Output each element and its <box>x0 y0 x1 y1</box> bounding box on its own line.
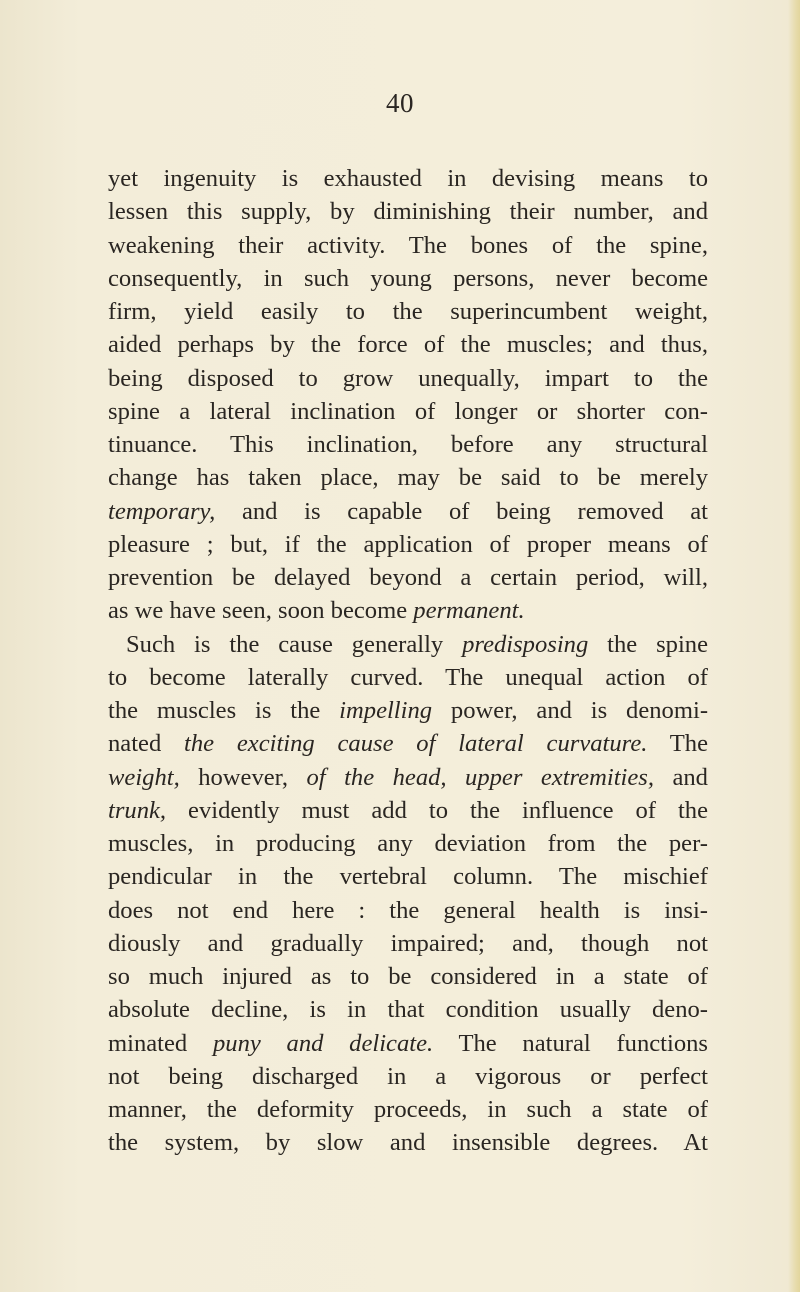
text-line-19 <box>108 761 708 794</box>
italic-predisposing: predisposing <box>462 630 589 658</box>
text-line-28: not being discharged in a vigorous or perfect <box>108 1062 708 1090</box>
line-17-pre: the muscles is the <box>108 697 340 724</box>
text-line-11 <box>108 495 708 528</box>
text-line-9: tinuance. This inclination, before any structural <box>108 431 708 458</box>
line-15-post: the spine <box>588 630 708 658</box>
text-line-22: pendicular in the vertebral column. The mischief <box>108 863 708 891</box>
page-edge <box>788 0 800 1292</box>
line-27-pre: minated <box>108 1029 213 1057</box>
text-line-18 <box>108 727 708 760</box>
line-27-post: The natural functions <box>433 1029 708 1057</box>
text-line-16: to become laterally curved. The unequal action of <box>108 663 708 691</box>
italic-head-extremities: of the head, upper extremities, <box>306 763 654 791</box>
text-line-21: muscles, in producing any deviation from the per- <box>108 830 708 857</box>
italic-permanent: permanent. <box>413 597 525 625</box>
text-line-14 <box>108 594 708 627</box>
italic-puny-delicate: puny and delicate. <box>212 1029 434 1057</box>
body-text <box>108 162 708 1160</box>
line-15-pre: Such is the cause generally <box>126 630 463 658</box>
text-line-17 <box>108 694 708 727</box>
text-line-25: so much injured as to be considered in a state of <box>108 963 708 990</box>
text-line-8: spine a lateral inclination of longer or shorter con- <box>108 397 708 425</box>
line-18-post: The <box>647 730 708 758</box>
page-number: 40 <box>386 88 414 118</box>
text-line-27 <box>108 1027 708 1060</box>
text-line-24: diously and gradually impaired; and, though not <box>108 929 708 957</box>
text-line-3: weakening their activity. The bones of the spine, <box>108 231 708 259</box>
line-19-post: and <box>654 763 708 791</box>
text-line-6: aided perhaps by the force of the muscles; and thus, <box>108 331 708 359</box>
line-18-pre: nated <box>108 730 185 758</box>
text-line-12: pleasure ; but, if the application of proper means of <box>108 530 708 558</box>
italic-exciting-cause: the exciting cause of lateral curvature. <box>184 730 648 758</box>
line-14-pre: as we have seen, soon become <box>108 597 414 625</box>
text-line-7: being disposed to grow unequally, impart to the <box>108 364 708 392</box>
text-line-4: consequently, in such young persons, never become <box>108 264 708 292</box>
text-line-23: does not end here : the general health is insi- <box>108 896 708 924</box>
line-19-mid: however, <box>179 763 307 791</box>
italic-trunk: trunk, <box>108 796 167 824</box>
text-line-29: manner, the deformity proceeds, in such a state of <box>108 1096 708 1123</box>
text-line-10: change has taken place, may be said to be merely <box>108 464 708 492</box>
line-17-post: power, and is denomi- <box>432 697 709 724</box>
italic-temporary: temporary, <box>108 497 216 525</box>
text-line-20 <box>108 794 708 827</box>
text-line-2: lessen this supply, by diminishing their number, and <box>108 198 708 226</box>
line-11-rest: and is capable of being removed at <box>215 497 708 525</box>
italic-impelling: impelling <box>339 697 433 724</box>
text-line-1: yet ingenuity is exhausted in devising means to <box>108 165 708 192</box>
text-line-30: the system, by slow and insensible degrees. At <box>108 1129 708 1157</box>
line-20-post: evidently must add to the influence of the <box>166 796 708 824</box>
italic-weight: weight, <box>108 763 180 791</box>
text-line-13: prevention be delayed beyond a certain period, will, <box>108 564 708 591</box>
text-line-15 <box>108 628 708 661</box>
text-line-26: absolute decline, is in that condition usually deno- <box>108 996 708 1024</box>
text-line-5: firm, yield easily to the superincumbent weight, <box>108 298 708 325</box>
